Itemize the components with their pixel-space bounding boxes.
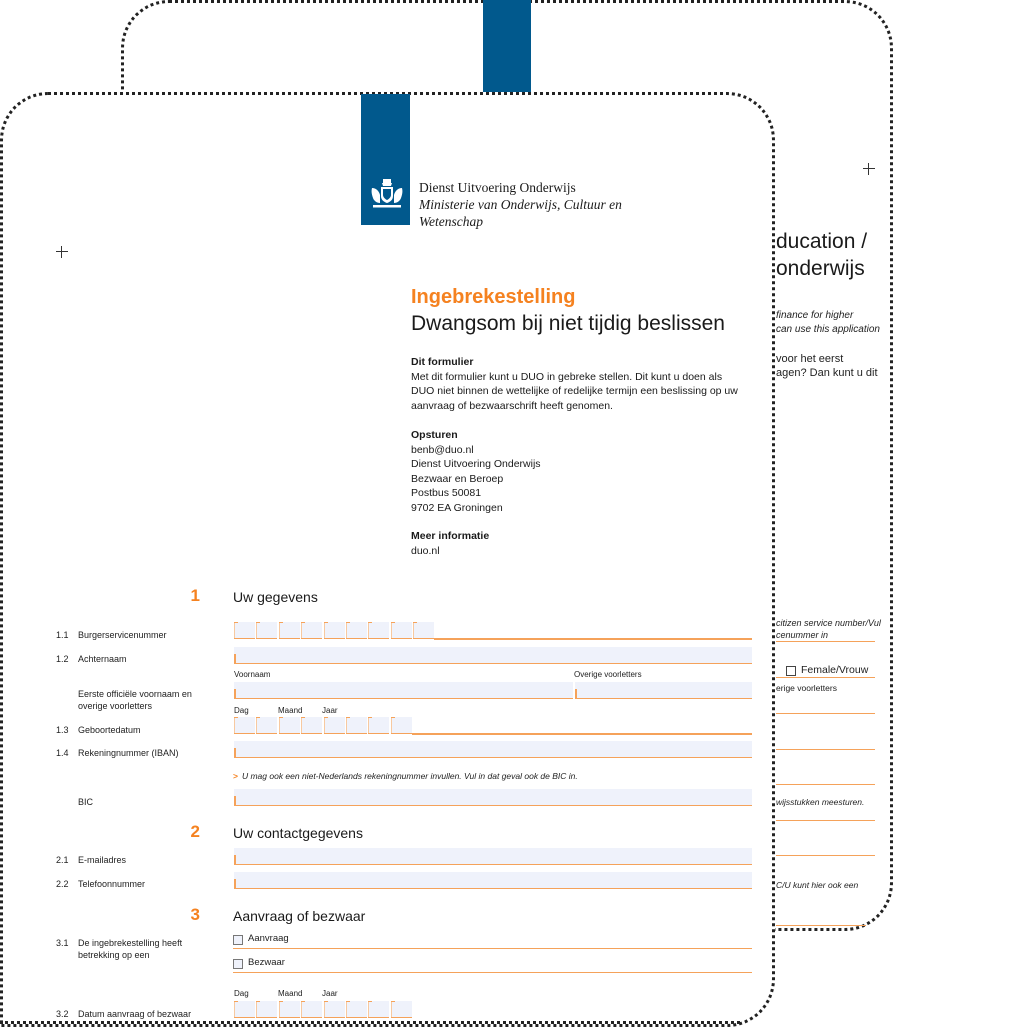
back-page-initials-label: erige voorletters	[776, 683, 837, 693]
email-input[interactable]	[234, 848, 752, 865]
question-label: Geboortedatum	[78, 725, 141, 735]
section-title: Uw contactgegevens	[233, 825, 363, 841]
back-page-intro: agen? Dan kunt u dit	[776, 367, 878, 379]
back-page-field-line	[776, 855, 875, 856]
question-number: 1.4	[56, 748, 69, 758]
first-name-sublabel: Voornaam	[234, 670, 271, 679]
checkbox[interactable]	[233, 959, 243, 969]
question-number: 1.1	[56, 630, 69, 640]
address-line: Bezwaar en Beroep	[411, 472, 504, 485]
back-page-field-line	[776, 749, 875, 750]
section-title: Aanvraag of bezwaar	[233, 908, 366, 924]
back-page-bsn-hint: cenummer in	[776, 630, 829, 640]
month-label: Maand	[278, 989, 303, 998]
question-label: Datum aanvraag of bezwaar	[78, 1009, 192, 1019]
more-info-link[interactable]: duo.nl	[411, 544, 440, 557]
email-address[interactable]: benb@duo.nl	[411, 443, 474, 456]
question-number: 2.1	[56, 855, 69, 865]
question-label: Burgerservicenummer	[78, 630, 167, 640]
back-page-field-line	[776, 784, 875, 785]
send-info	[411, 428, 541, 515]
birthdate-input[interactable]	[234, 717, 413, 735]
section-title: Uw gegevens	[233, 589, 318, 605]
form-text: Met dit formulier kunt u DUO in gebreke stellen. Dit kunt u doen als	[411, 370, 723, 383]
address-line: Postbus 50081	[411, 487, 482, 499]
question-number: 2.2	[56, 879, 69, 889]
phone-input[interactable]	[234, 872, 752, 889]
option-aanvraag[interactable]	[233, 933, 752, 949]
checkbox[interactable]	[233, 935, 243, 945]
form-heading: Dit formulier	[411, 356, 474, 368]
back-page-field-line	[776, 820, 875, 821]
section-number: 1	[190, 586, 200, 605]
more-info-heading: Meer informatie	[411, 530, 490, 542]
option-bezwaar[interactable]	[233, 957, 752, 973]
back-page-title-line2: onderwijs	[776, 257, 865, 280]
option-label: Aanvraag	[248, 933, 289, 944]
question-label	[78, 937, 182, 961]
question-label	[78, 688, 192, 712]
address-line: Dienst Uitvoering Onderwijs	[411, 458, 541, 470]
question-label: BIC	[78, 797, 94, 807]
option-label: Bezwaar	[248, 957, 285, 968]
royal-crest-icon	[367, 176, 407, 216]
field-line	[434, 638, 752, 640]
bsn-input[interactable]	[234, 622, 436, 640]
bic-input[interactable]	[234, 789, 752, 806]
question-number: 3.1	[56, 938, 69, 948]
back-page-gender-checkbox[interactable]	[786, 666, 796, 676]
question-label-line: overige voorletters	[78, 701, 153, 711]
initials-input[interactable]	[575, 682, 752, 699]
back-page-title-line1: ducation /	[776, 230, 868, 253]
year-label: Jaar	[322, 706, 338, 715]
iban-input[interactable]	[234, 741, 752, 758]
day-label: Dag	[234, 989, 249, 998]
initials-sublabel: Overige voorletters	[574, 670, 642, 679]
ministry-name-cont: Wetenschap	[419, 214, 483, 229]
back-page-field-line	[776, 925, 866, 926]
back-page-bsn-hint: citizen service number/Vul	[776, 618, 881, 628]
question-label: Rekeningnummer (IBAN)	[78, 748, 179, 758]
org-logo-text	[419, 179, 622, 230]
form-text: DUO niet binnen de wettelijke of redelijke termijn een beslissing op uw	[411, 385, 738, 397]
address-line: 9702 EA Groningen	[411, 501, 503, 514]
question-number: 1.3	[56, 725, 69, 735]
page-title: Dwangsom bij niet tijdig beslissen	[411, 312, 725, 335]
org-name: Dienst Uitvoering Onderwijs	[419, 180, 576, 195]
question-number: 1.2	[56, 654, 69, 664]
back-page-field-line	[776, 713, 875, 714]
back-page-bic-hint: C/U kunt hier ook een	[776, 880, 859, 890]
request-date-input[interactable]	[234, 1001, 413, 1019]
question-number: 3.2	[56, 1009, 69, 1019]
form-label: Ingebrekestelling	[411, 286, 576, 308]
ministry-name: Ministerie van Onderwijs, Cultuur en	[419, 197, 622, 212]
form-text: aanvraag of bezwaarschrift heeft genomen.	[411, 399, 613, 412]
question-label: Telefoonnummer	[78, 879, 146, 889]
back-page-intro-italic: can use this application	[776, 324, 880, 335]
first-name-input[interactable]	[234, 682, 573, 699]
question-label-line: Eerste officiële voornaam en	[78, 689, 192, 699]
chevron-right-icon: >	[233, 771, 238, 781]
question-label-line: De ingebrekestelling heeft	[78, 938, 183, 948]
back-page-intro: voor het eerst	[776, 353, 844, 365]
question-label-line: betrekking op een	[78, 950, 150, 960]
back-page-field-line	[776, 677, 875, 678]
surname-input[interactable]	[234, 647, 752, 664]
year-label: Jaar	[322, 989, 338, 998]
form-description	[411, 355, 738, 413]
back-page-gender-option: Female/Vrouw	[801, 664, 869, 676]
crop-mark-icon	[56, 246, 68, 258]
day-label: Dag	[234, 706, 249, 715]
field-line	[412, 733, 752, 735]
question-label: E-mailadres	[78, 855, 127, 865]
crop-mark-icon	[863, 163, 875, 175]
send-heading: Opsturen	[411, 429, 458, 441]
back-page-evidence-hint: wijsstukken meesturen.	[776, 797, 865, 807]
section-number: 2	[190, 822, 200, 841]
back-page-brand-bar	[483, 0, 531, 92]
question-label: Achternaam	[78, 654, 127, 664]
iban-hint-text: U mag ook een niet-Nederlands rekeningnummer invullen. Vul in dat geval ook de BIC in.	[241, 771, 578, 781]
iban-hint	[233, 771, 578, 781]
section-number: 3	[190, 905, 200, 924]
back-page-intro-italic: finance for higher	[776, 310, 854, 321]
more-info	[411, 529, 489, 558]
month-label: Maand	[278, 706, 303, 715]
back-page-field-line	[776, 641, 875, 642]
